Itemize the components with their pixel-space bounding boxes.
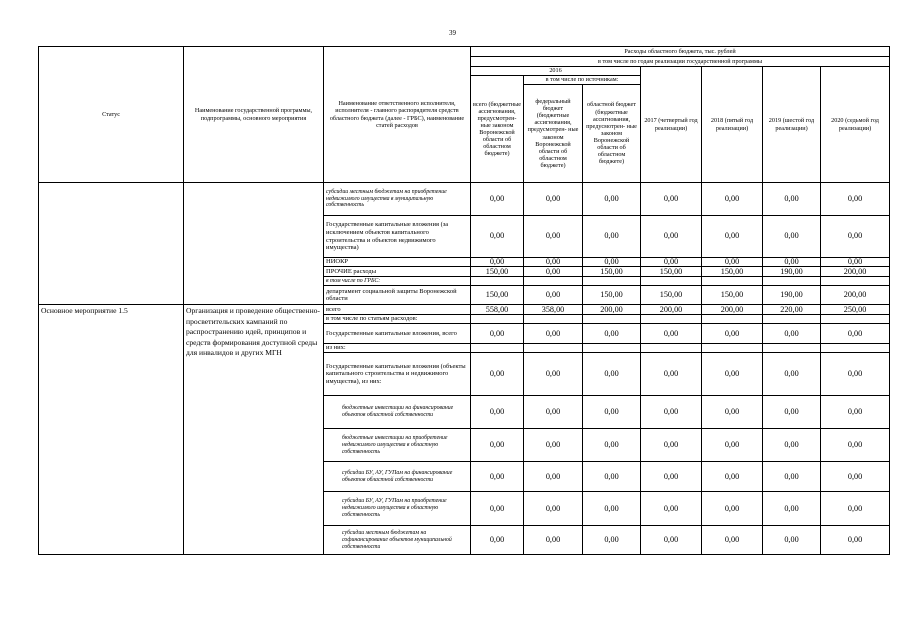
- row-value: 0,00: [702, 526, 763, 555]
- row-value: [583, 315, 641, 324]
- row-label: бюджетные инвестиции на приобретение недвижимого имущества в областную собственность: [324, 429, 471, 462]
- row-value: 190,00: [763, 286, 821, 305]
- row-value: 0,00: [524, 324, 583, 344]
- row-value: 0,00: [763, 526, 821, 555]
- row-label: субсидии местным бюджетам на софинансирование объектов муниципальной собственности: [324, 526, 471, 555]
- page-number: 39: [449, 29, 456, 37]
- row-label: из них:: [324, 344, 471, 353]
- row-value: [702, 277, 763, 286]
- row-value: 200,00: [821, 286, 890, 305]
- header-2018: 2018 (пятый год реализации): [702, 67, 763, 183]
- row-value: 0,00: [641, 526, 702, 555]
- row-value: 0,00: [524, 286, 583, 305]
- row-value: 0,00: [583, 429, 641, 462]
- row-value: 0,00: [641, 353, 702, 396]
- row-value: 0,00: [763, 324, 821, 344]
- row-value: 0,00: [524, 462, 583, 492]
- row-value: 558,00: [471, 305, 524, 315]
- row-value: 150,00: [583, 267, 641, 277]
- row-value: [641, 344, 702, 353]
- row-value: 0,00: [641, 396, 702, 429]
- budget-table: [38, 46, 890, 555]
- header-expenses-title: Расходы областного бюджета, тыс. рублей: [471, 47, 890, 57]
- row-label: субсидии местным бюджетам на приобретение недвижимого имущества в муниципальную собственность: [324, 183, 471, 216]
- row-value: 220,00: [763, 305, 821, 315]
- row-label: НИОКР: [324, 258, 471, 267]
- row-label: субсидии БУ, АУ, ГУПам на финансирование объектов областной собственности: [324, 462, 471, 492]
- row-value: 0,00: [641, 492, 702, 526]
- status-blank: [39, 183, 184, 305]
- row-value: 0,00: [524, 526, 583, 555]
- header-status: Статус: [39, 47, 184, 183]
- row-value: 0,00: [702, 258, 763, 267]
- row-value: 0,00: [763, 216, 821, 258]
- row-value: 0,00: [763, 396, 821, 429]
- row-value: 0,00: [702, 216, 763, 258]
- rows-main-activity: [39, 305, 890, 555]
- row-value: 0,00: [641, 216, 702, 258]
- row-value: [821, 315, 890, 324]
- row-value: [583, 344, 641, 353]
- row-value: 150,00: [583, 286, 641, 305]
- row-value: 250,00: [821, 305, 890, 315]
- header-total: всего (бюджетные ассигнования, предусмотрен- ные законом Воронежской области об областном бюджете): [471, 76, 524, 183]
- row-value: 0,00: [471, 216, 524, 258]
- row-value: 0,00: [702, 353, 763, 396]
- row-value: 0,00: [471, 526, 524, 555]
- header-year-2016: 2016: [471, 67, 641, 76]
- row-value: [702, 315, 763, 324]
- row-label: субсидии БУ, АУ, ГУПам на приобретение недвижимого имущества в областную собственность: [324, 492, 471, 526]
- header-by-sources: в том числе по источникам:: [524, 76, 641, 85]
- row-value: 0,00: [821, 462, 890, 492]
- row-value: 0,00: [821, 429, 890, 462]
- row-label: всего: [324, 305, 471, 315]
- rows-continuation: [39, 183, 890, 305]
- row-value: 0,00: [583, 183, 641, 216]
- row-value: 0,00: [524, 353, 583, 396]
- row-value: 0,00: [524, 267, 583, 277]
- row-value: 0,00: [821, 492, 890, 526]
- row-value: 200,00: [821, 267, 890, 277]
- row-value: 0,00: [821, 526, 890, 555]
- row-value: 0,00: [702, 492, 763, 526]
- name-blank: [184, 183, 324, 305]
- row-value: 0,00: [702, 429, 763, 462]
- row-value: [524, 277, 583, 286]
- row-value: 0,00: [471, 353, 524, 396]
- row-value: [763, 315, 821, 324]
- row-value: 0,00: [524, 183, 583, 216]
- row-value: 0,00: [524, 396, 583, 429]
- row-value: 0,00: [763, 462, 821, 492]
- row-label: Государственные капитальные вложения (за исключением объектов капитального строительства и объектов недвижимого имущества): [324, 216, 471, 258]
- header-2020: 2020 (седьмой год реализации): [821, 67, 890, 183]
- row-value: 200,00: [702, 305, 763, 315]
- row-value: 0,00: [641, 462, 702, 492]
- header-2019: 2019 (шестой год реализации): [763, 67, 821, 183]
- header-by-years: в том числе по годам реализации государственной программы: [471, 57, 890, 67]
- row-label: бюджетные инвестиции на финансирование объектов областной собственности: [324, 396, 471, 429]
- row-value: 0,00: [583, 526, 641, 555]
- header-responsible: Наименование ответственного исполнителя, исполнителя - главного распорядителя средств областного бюджета (далее - ГРБС), наименование статей расходов: [324, 47, 471, 183]
- row-value: [821, 277, 890, 286]
- row-value: 0,00: [641, 429, 702, 462]
- row-value: 0,00: [821, 324, 890, 344]
- row-value: 0,00: [583, 324, 641, 344]
- header-regional: областной бюджет (бюджетные ассигнования, предусмотрен- ные законом Воронежской области об областном бюджете): [583, 85, 641, 183]
- row-value: 150,00: [471, 267, 524, 277]
- row-value: [471, 315, 524, 324]
- row-label: в том числе по ГРБС:: [324, 277, 471, 286]
- row-value: 0,00: [702, 396, 763, 429]
- table-row: [39, 305, 890, 315]
- row-value: 0,00: [641, 324, 702, 344]
- row-value: [583, 277, 641, 286]
- table-row: [39, 183, 890, 216]
- header-2017: 2017 (четвертый год реализации): [641, 67, 702, 183]
- header-name: Наименование государственной программы, подпрограммы, основного мероприятия: [184, 47, 324, 183]
- row-value: 0,00: [821, 216, 890, 258]
- row-value: 0,00: [524, 216, 583, 258]
- row-value: 358,00: [524, 305, 583, 315]
- row-value: 0,00: [583, 353, 641, 396]
- row-label: ПРОЧИЕ расходы: [324, 267, 471, 277]
- row-value: 0,00: [641, 183, 702, 216]
- row-value: 0,00: [524, 492, 583, 526]
- row-value: 0,00: [583, 492, 641, 526]
- row-value: 0,00: [702, 183, 763, 216]
- row-value: 0,00: [471, 429, 524, 462]
- row-value: 0,00: [821, 353, 890, 396]
- row-value: 0,00: [471, 324, 524, 344]
- row-value: [641, 277, 702, 286]
- row-value: 0,00: [763, 183, 821, 216]
- row-value: 0,00: [821, 258, 890, 267]
- row-value: 0,00: [471, 183, 524, 216]
- row-value: 0,00: [583, 462, 641, 492]
- row-value: 0,00: [524, 258, 583, 267]
- name-cell: Организация и проведение общественно-просветительских кампаний по распространению идей, принципов и средств формирования доступной среды для инвалидов и других МГН: [184, 305, 324, 555]
- row-value: 0,00: [471, 396, 524, 429]
- row-label: Государственные капитальные вложения, всего: [324, 324, 471, 344]
- row-value: [524, 315, 583, 324]
- status-cell: Основное мероприятие 1.5: [39, 305, 184, 555]
- row-value: 0,00: [763, 492, 821, 526]
- row-value: 0,00: [821, 183, 890, 216]
- row-value: 0,00: [524, 429, 583, 462]
- row-value: 150,00: [702, 286, 763, 305]
- row-value: 150,00: [641, 267, 702, 277]
- row-value: 0,00: [821, 396, 890, 429]
- row-label: в том числе по статьям расходов:: [324, 315, 471, 324]
- row-value: [763, 277, 821, 286]
- header-federal: федеральный бюджет (бюджетные ассигнования, предусмотрен- ные законом Воронежской области об областном бюджете): [524, 85, 583, 183]
- row-value: [471, 277, 524, 286]
- row-label: департамент социальной защиты Воронежской области: [324, 286, 471, 305]
- row-value: [821, 344, 890, 353]
- row-value: 200,00: [641, 305, 702, 315]
- row-value: [471, 344, 524, 353]
- row-value: 0,00: [763, 429, 821, 462]
- row-value: 150,00: [702, 267, 763, 277]
- row-value: 0,00: [702, 462, 763, 492]
- row-value: 0,00: [583, 396, 641, 429]
- row-value: 0,00: [471, 492, 524, 526]
- row-value: [524, 344, 583, 353]
- row-value: 0,00: [471, 462, 524, 492]
- row-value: [702, 344, 763, 353]
- row-value: 190,00: [763, 267, 821, 277]
- row-value: 0,00: [763, 353, 821, 396]
- row-label: Государственные капитальные вложения (объекты капитального строительства и недвижимого имущества), из них:: [324, 353, 471, 396]
- row-value: 0,00: [583, 258, 641, 267]
- row-value: 0,00: [471, 258, 524, 267]
- row-value: 200,00: [583, 305, 641, 315]
- row-value: 0,00: [702, 324, 763, 344]
- row-value: 0,00: [583, 216, 641, 258]
- row-value: [763, 344, 821, 353]
- row-value: 0,00: [763, 258, 821, 267]
- row-value: 150,00: [641, 286, 702, 305]
- row-value: [641, 315, 702, 324]
- row-value: 150,00: [471, 286, 524, 305]
- row-value: 0,00: [641, 258, 702, 267]
